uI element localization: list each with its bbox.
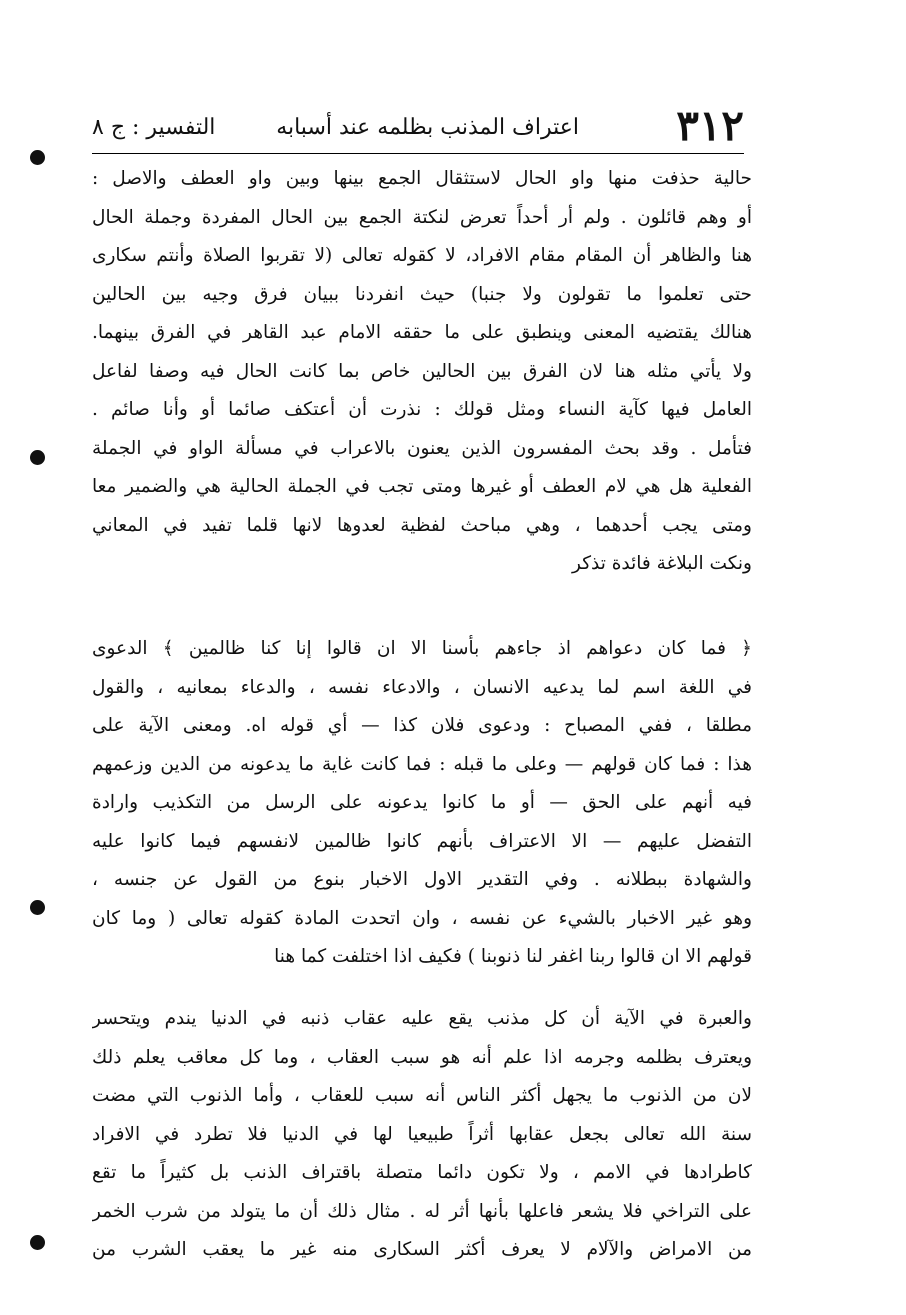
text-line: فيه أنهم على الحق — أو ما كانوا يدعونه على الرسل من التكذيب وارادة xyxy=(92,792,752,813)
text-line: التفضل عليهم — الا الاعتراف بأنهم كانوا ظالمين لانفسهم فيما كانوا عليه xyxy=(92,830,752,852)
text-line: والشهادة ببطلانه . وفي التقدير الاول الاخبار بنوع من القول عن جنسه ، xyxy=(92,869,752,890)
binding-hole-dot xyxy=(30,900,45,915)
paragraph-2 xyxy=(92,630,752,977)
text-line: قولهم الا ان قالوا ربنا اغفر لنا ذنوبنا ) فكيف اذا اختلفت كما هنا xyxy=(274,946,752,967)
paragraph-3 xyxy=(92,1000,752,1270)
text-line: حتى تعلموا ما تقولون ولا جنبا) حيث انفردنا ببيان فرق وجيه بين الحالين xyxy=(92,283,752,305)
page-number: ٣١٢ xyxy=(676,101,744,150)
text-line: ﴿ فما كان دعواهم اذ جاءهم بأسنا الا ان قالوا إنا كنا ظالمين ﴾ الدعوى xyxy=(92,638,752,659)
header-rule xyxy=(92,153,744,154)
text-line: ويعترف بظلمه وجرمه اذا علم أنه هو سبب العقاب ، وما كل معاقب يعلم ذلك xyxy=(92,1046,752,1068)
text-line: هنالك يقتضيه المعنى وينطبق على ما حققه الامام عبد القاهر في الفرق بينهما. xyxy=(92,322,752,343)
text-line: فتأمل . وقد بحث المفسرون الذين يعنون بالاعراب في مسألة الواو في الجملة xyxy=(92,437,752,459)
text-line: الفعلية هل هي لام العطف أو غيرها ومتى تجب في الجملة الحالية هي والضمير معا xyxy=(92,476,752,497)
binding-hole-dot xyxy=(30,450,45,465)
binding-hole-dot xyxy=(30,150,45,165)
text-line: وهو غير الاخبار بالشيء عن نفسه ، وان اتحدت المادة كقوله تعالى ( وما كان xyxy=(92,907,752,929)
text-line: من الامراض والآلام لا يعرف أكثر السكارى منه غير ما يعقب الشرب من xyxy=(92,1239,752,1260)
text-line: العامل فيها كآية النساء ومثل قولك : نذرت أن أعتكف صائما أو وأنا صائم . xyxy=(92,399,752,420)
text-line: سنة الله تعالى بجعل عقابها أثراً طبيعيا لها في الدنيا فلا تطرد في الافراد xyxy=(92,1123,752,1145)
volume-label: التفسير : ج ٨ xyxy=(92,115,216,140)
running-title: اعتراف المذنب بظلمه عند أسبابه xyxy=(276,115,579,140)
text-line: ولا يأتي مثله هنا لان الفرق بين الحالين خاص بما كانت الحال فيه وصفا لفاعل xyxy=(92,360,752,382)
text-line: على التراخي فلا يشعر فاعلها بأنها أثر له . مثال ذلك أن ما يتولد من شرب الخمر xyxy=(92,1200,752,1222)
text-line: مطلقا ، ففي المصباح : ودعوى فلان كذا — أي قوله اه. ومعنى الآية على xyxy=(92,715,752,736)
text-line: حالية حذفت منها واو الحال لاستثقال الجمع بينها وبين واو العطف والاصل : xyxy=(92,168,752,189)
text-line: لان من الذنوب ما يجهل أكثر الناس أنه سبب للعقاب ، وأما الذنوب التي مضت xyxy=(92,1085,752,1106)
text-line: هذا : فما كان قولهم — وعلى ما قبله : فما كانت غاية ما يدعونه من الدين وزعمهم xyxy=(92,753,752,775)
text-line: كاطرادها في الامم ، ولا تكون دائما متصلة باقتراف الذنب بل كثيراً ما تقع xyxy=(92,1162,752,1183)
text-line: ونكت البلاغة فائدة تذكر xyxy=(571,553,752,574)
text-line: في اللغة اسم لما يدعيه الانسان ، والادعاء نفسه ، والدعاء بمعانيه ، والقول xyxy=(92,676,752,698)
text-line: والعبرة في الآية أن كل مذنب يقع عليه عقاب ذنبه في الدنيا يندم ويتحسر xyxy=(92,1008,752,1029)
text-line: ومتى يجب أحدهما ، وهي مباحث لفظية لعدوها لانها قلما تفيد في المعاني xyxy=(92,514,752,536)
paragraph-1 xyxy=(92,160,752,584)
binding-hole-dot xyxy=(30,1235,45,1250)
page-header xyxy=(92,102,744,154)
text-line: أو وهم قائلون . ولم أر أحداً تعرض لنكتة الجمع بين الحال المفردة وجملة الحال xyxy=(92,206,752,228)
text-line: هنا والظاهر أن المقام مقام الافراد، لا كقوله تعالى (لا تقربوا الصلاة وأنتم سكارى xyxy=(92,245,752,266)
